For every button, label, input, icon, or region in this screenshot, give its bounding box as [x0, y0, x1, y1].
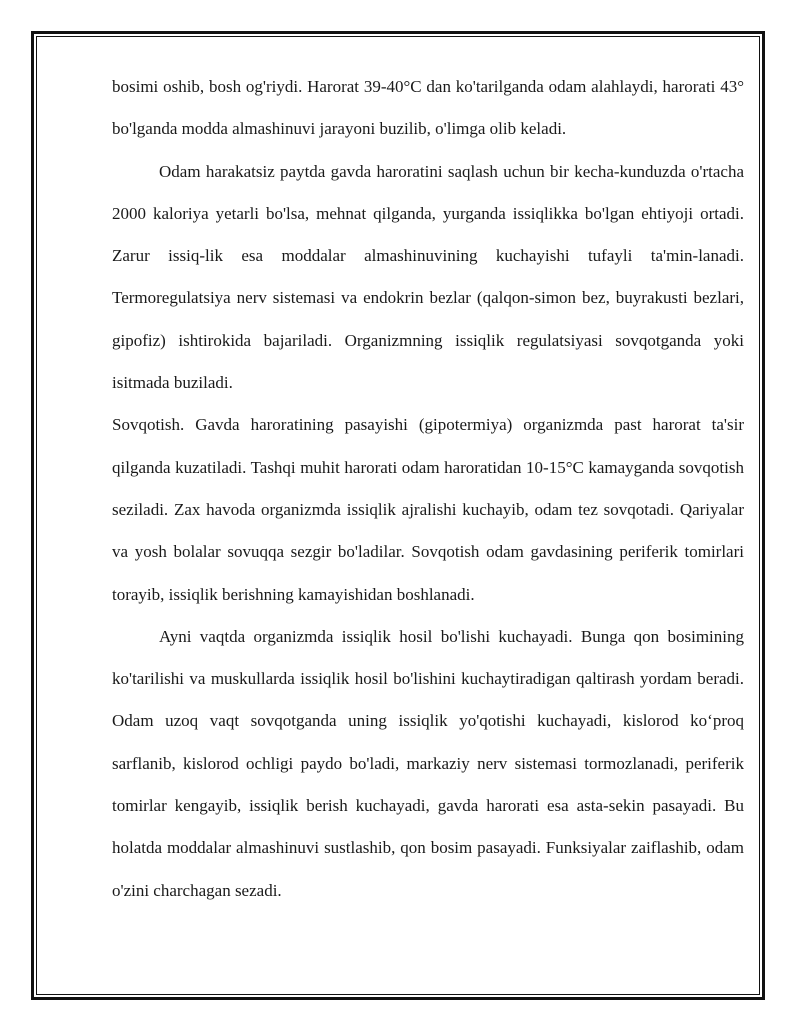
paragraph-continuation: bosimi oshib, bosh og'riydi. Harorat 39-40°C dan ko'tarilganda odam alahlaydi, harorati 43° bo'lganda modda almashinuvi jarayoni buzilib, o'limga olib keladi. — [112, 77, 744, 139]
paragraph-hypothermia: Sovqotish. Gavda haroratining pasayishi (gipotermiya) organizmda past harorat ta'sir qilganda kuzatiladi. Tashqi muhit harorati odam haroratidan 10-15°C kamayganda sovqotish seziladi. Zax havoda organizmda issiqlik ajralishi kuchayib, odam tez sovqotadi. Qariyalar va yosh bolalar sovuqqa sezgir bo'ladilar. Sovqotish odam gavdasining periferik tomirlari torayib, issiqlik berishning kamayishidan boshlanadi. — [112, 415, 744, 604]
paragraph-heat-production: Ayni vaqtda organizmda issiqlik hosil bo'lishi kuchayadi. Bunga qon bosimining ko'tarilishi va muskullarda issiqlik hosil bo'lishini kuchaytiradigan qaltirash yordam beradi. Odam uzoq vaqt sovqotganda uning issiqlik yo'qotishi kuchayadi, kislorod ko‘proq sarflanib, kislorod ochligi paydo bo'ladi, markaziy nerv sistemasi tormozlanadi, periferik tomirlar kengayib, issiqlik berish kuchayadi, gavda harorati esa asta-sekin pasayadi. Bu holatda moddalar almashinuvi sustlashib, qon bosim pasayadi. Funksiyalar zaiflashib, odam o'zini charchagan sezadi. — [112, 626, 744, 900]
document-body — [112, 66, 744, 912]
paragraph-body-heat: Odam harakatsiz paytda gavda haroratini saqlash uchun bir kecha-kunduzda o'rtacha 2000 kaloriya yetarli bo'lsa, mehnat qilganda, yurganda issiqlikka bo'lgan ehtiyoji ortadi. Zarur issiq-lik esa moddalar almashinuvining kuchayishi tufayli ta'min-lanadi. Termoregulatsiya nerv sistemasi va endokrin bezlar (qalqon-simon bez, buyrakusti bezlari, gipofiz) ishtirokida bajariladi. Organizmning issiqlik regulatsiyasi sovqotganda yoki isitmada buziladi. — [112, 161, 744, 393]
